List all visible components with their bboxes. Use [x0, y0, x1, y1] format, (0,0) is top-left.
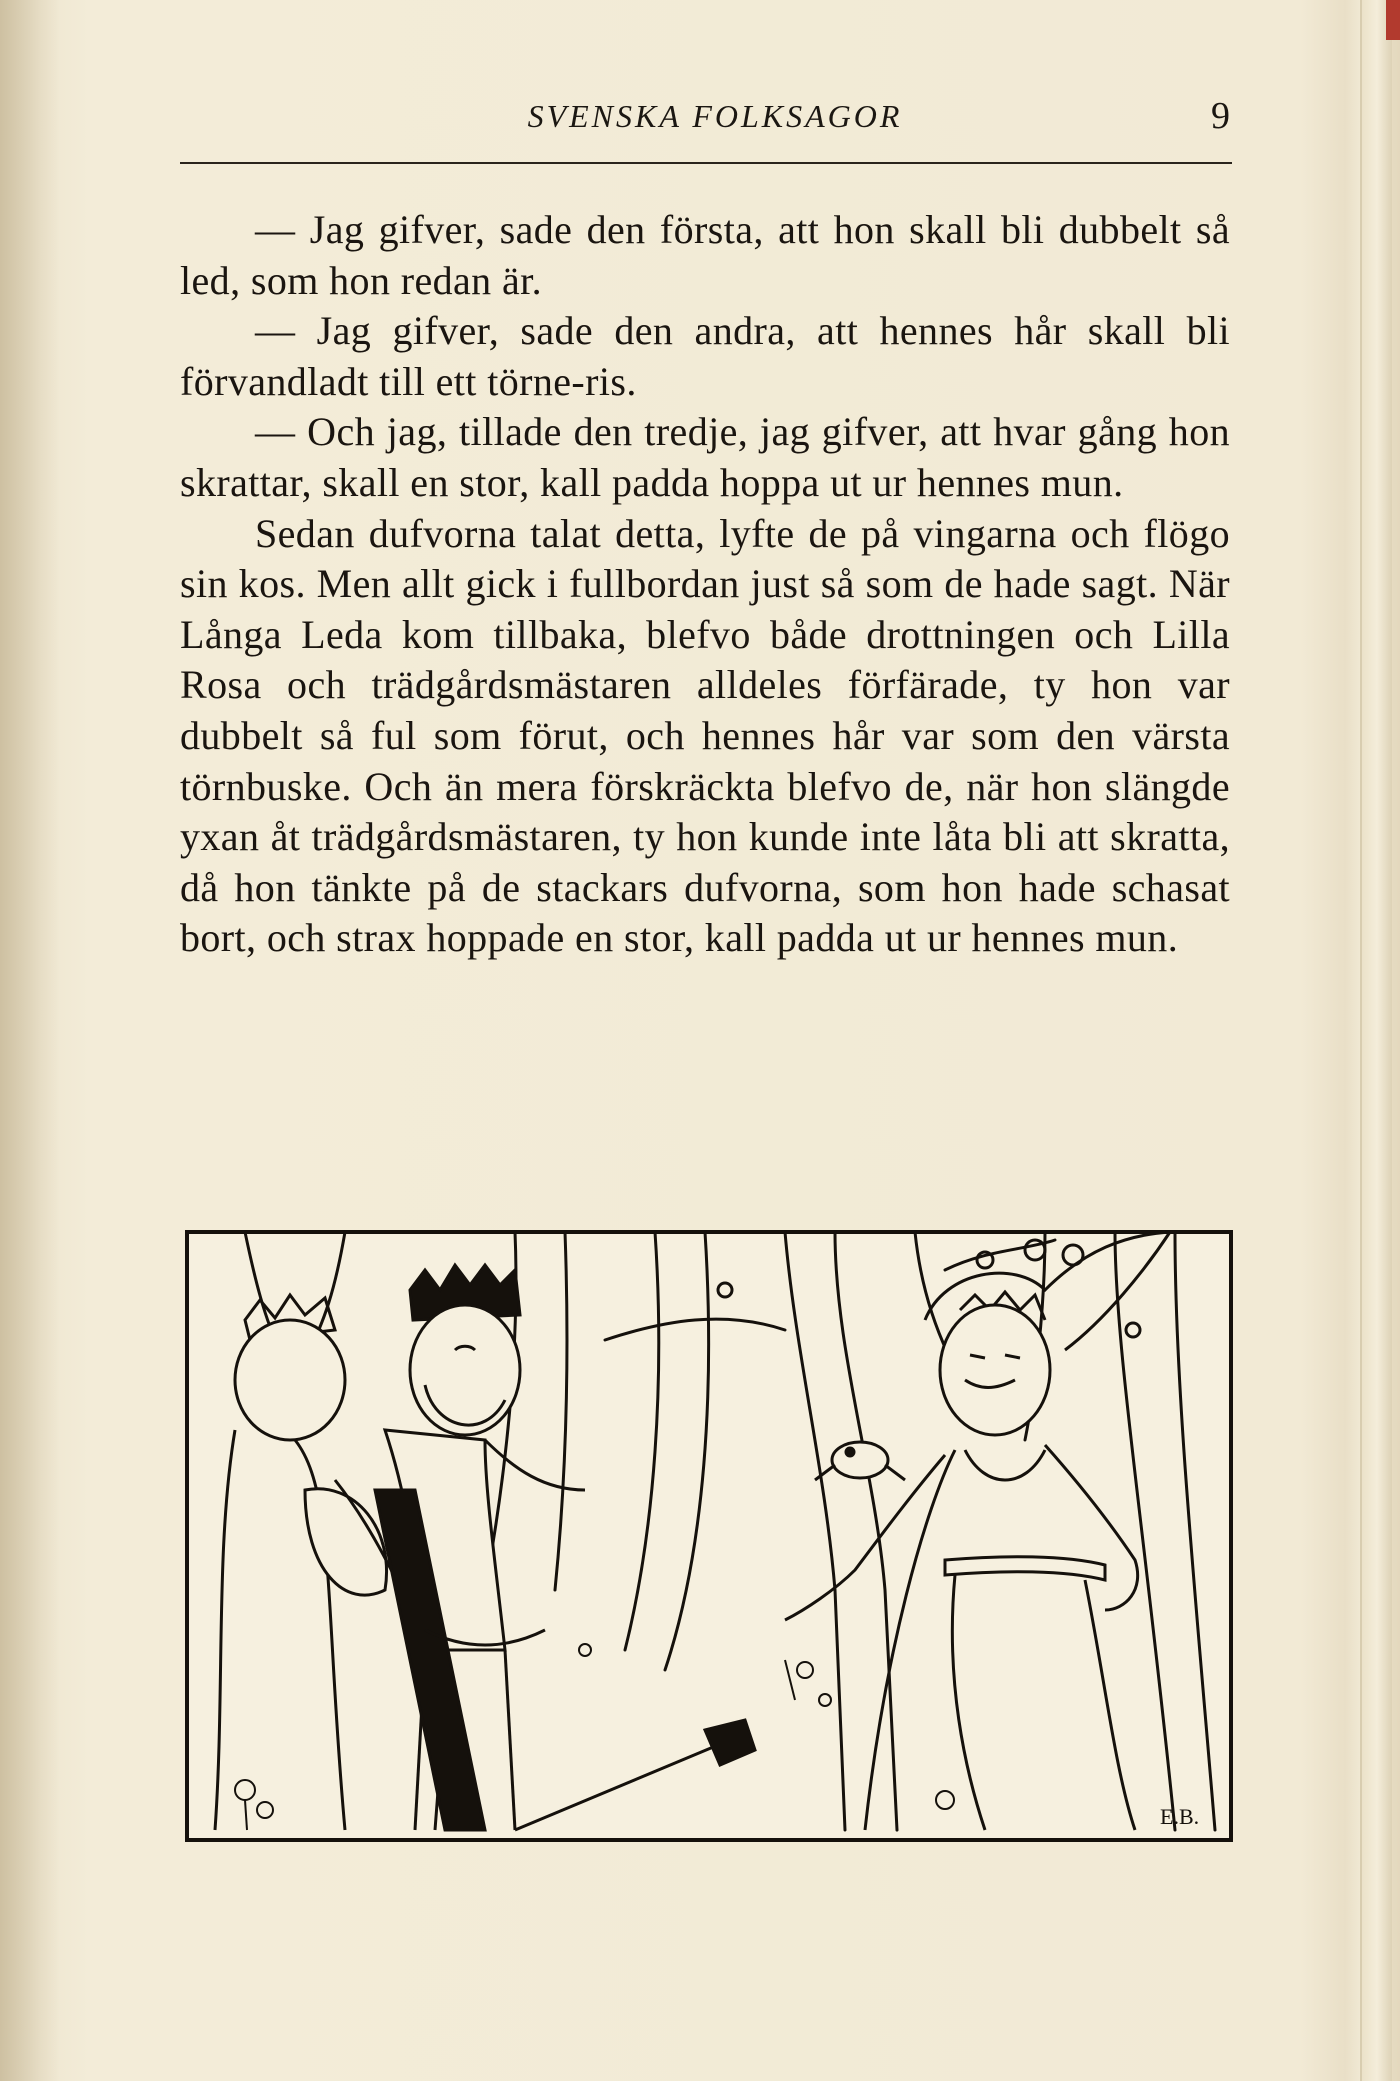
illustration — [185, 1230, 1233, 1842]
running-head — [180, 92, 1230, 142]
paragraph-third-gift: — Och jag, tillade den tredje, jag gifver, att hvar gång hon skrattar, skall en stor, kall padda hoppa ut ur hennes mun. — [180, 409, 1230, 505]
paragraph-narration: Sedan dufvorna talat detta, lyfte de på vingarna och flögo sin kos. Men allt gick i fullbordan just så som de hade sagt. När Långa Leda kom tillbaka, blefvo både drottningen och Lilla Rosa och trädgårdsmästaren alldeles förfärade, ty hon var dubbelt så ful som förut, och hennes hår var som den värsta törnbuske. Och än mera förskräckta blefvo de, när hon slängde yxan åt trädgårdsmästaren, ty hon kunde inte låta bli att skratta, då hon tänkte på de stackars dufvorna, som hon hade schasat bort, och strax hoppade en stor, kall padda ut ur hennes mun. — [180, 510, 1230, 961]
paragraph-second-gift: — Jag gifver, sade den andra, att hennes hår skall bli förvandladt till ett törne-ris. — [180, 308, 1230, 404]
illustration-drawing — [185, 1230, 1233, 1842]
body-text — [180, 205, 1230, 964]
running-head-title: SVENSKA FOLKSAGOR — [527, 98, 903, 134]
cover-edge — [1386, 0, 1400, 40]
illustrator-signature: E.B. — [1160, 1804, 1200, 1829]
header-rule — [180, 162, 1232, 164]
page-number: 9 — [1211, 95, 1230, 137]
spine-shadow — [0, 0, 60, 2081]
page-edge — [1360, 0, 1392, 2081]
paragraph-first-gift: — Jag gifver, sade den första, att hon skall bli dubbelt så led, som hon redan är. — [180, 207, 1230, 303]
